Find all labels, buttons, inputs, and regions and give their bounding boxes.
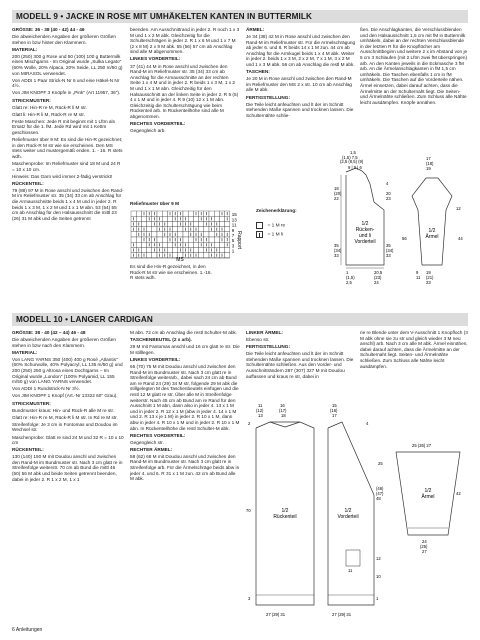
chart-cell bbox=[219, 221, 224, 226]
body-label-3: und li bbox=[359, 233, 371, 239]
chart-cell bbox=[157, 211, 162, 216]
svg-text:25: 25 bbox=[378, 461, 383, 466]
modell-9-title: MODELL 9 • JACKE IN ROSE MIT UMHÄKELTEN KANTEN IN BUTTERMILK bbox=[12, 10, 468, 23]
right-front-text: Gegengleich arb. bbox=[130, 128, 166, 134]
modell-9-column-1 bbox=[12, 27, 124, 313]
svg-text:20,5: 20,5 bbox=[374, 270, 383, 275]
chart-row-number: 11 bbox=[231, 222, 237, 228]
chart-cell bbox=[162, 237, 167, 242]
material-heading: MATERIAL: bbox=[12, 46, 38, 52]
svg-text:24: 24 bbox=[374, 280, 379, 285]
chart-cell bbox=[214, 242, 219, 247]
legend-item-knit: = 1 M re bbox=[256, 217, 316, 227]
chart-cell bbox=[178, 227, 183, 232]
svg-text:15: 15 bbox=[332, 403, 337, 408]
svg-text:9 | 9 | 6: 9 | 9 | 6 bbox=[348, 165, 362, 170]
chart-cell bbox=[147, 253, 152, 258]
chart-cell bbox=[219, 247, 224, 252]
svg-text:(46): (46) bbox=[376, 486, 384, 491]
m10-front-label-1: 1/2 bbox=[344, 508, 352, 514]
modell-10-column-2 bbox=[130, 330, 240, 620]
m10-gauge-text: Maschenprobe: Glatt re sind 24 M und 32 R = 10 x 10 cm bbox=[12, 434, 124, 446]
svg-text:24: 24 bbox=[422, 539, 427, 544]
m10-back-label-1: 1/2 bbox=[281, 508, 289, 514]
m10-pattern-heading: STRICKMUSTER: bbox=[12, 400, 51, 406]
svg-text:42: 42 bbox=[456, 491, 461, 496]
sleeve-label-2: Ärmel bbox=[425, 234, 439, 240]
chart-cell bbox=[152, 232, 157, 237]
svg-text:44: 44 bbox=[458, 236, 463, 241]
m10-back-label-2: Rückenteil bbox=[273, 514, 297, 520]
chart-cell bbox=[136, 242, 141, 247]
svg-text:10: 10 bbox=[376, 574, 381, 579]
body-label-4: Vorderteil bbox=[354, 239, 376, 245]
svg-text:(1,5) 7,5: (1,5) 7,5 bbox=[342, 155, 358, 160]
svg-text:27 (29) 31: 27 (29) 31 bbox=[332, 612, 352, 617]
material-text: 200 (250) 300 g Rose und 50 (100) 100 g Buttermilk eines Mischgarns - Im Original wurde „Sulka Legato" (60% Wolle, 20% Alpaca, 20% Seide, LL 250 m/50 g) von MIRASOL verwendet. bbox=[12, 53, 123, 76]
chart-cell bbox=[209, 211, 214, 216]
chart-cell bbox=[162, 216, 167, 221]
chart-row-number: 7 bbox=[231, 233, 235, 238]
chart-cell bbox=[188, 211, 193, 216]
chart-cell bbox=[214, 216, 219, 221]
svg-text:35: 35 bbox=[386, 243, 391, 248]
m10-material-text: Von LANG YARNS 350 (400) 400 g Rosé „Atlantis" (60% Schurwolle, 40% Polyacryl, LL 135 m/50 g) und 200 (250) 250 g Altrosa eines Dochtgarns – Im Original wurde „London" (100% Polyamid, LL 155 m/50 g) von LANG YARNS verwendet. bbox=[12, 356, 123, 385]
svg-text:(16): (16) bbox=[330, 408, 338, 413]
chart-cell bbox=[141, 221, 146, 226]
svg-text:1,5: 1,5 bbox=[350, 150, 356, 155]
chart-cell bbox=[157, 232, 162, 237]
chart-cell bbox=[204, 232, 209, 237]
chart-cell bbox=[193, 247, 198, 252]
svg-text:23: 23 bbox=[426, 280, 431, 285]
chart-cell bbox=[167, 242, 172, 247]
m10-buttons-text: Von JIM KNOPF 1 Knopf (Art.-Nr 13322 60" Grau). bbox=[12, 393, 118, 399]
m10-left-front-heading: LINKES VORDERTEIL: bbox=[130, 356, 181, 362]
svg-text:4: 4 bbox=[386, 181, 389, 186]
svg-text:(12): (12) bbox=[256, 408, 264, 413]
size-heading: GRÖSSE: 36 - 38 (40 - 42) 44 - 46 bbox=[12, 27, 85, 32]
m10-sleeve-dimensions bbox=[412, 443, 461, 554]
feste-maschen-text: Feste Maschen: Jede R mit beginnt mit 1 Lftm als Ersatz für die 1. fM. Jede Rd wird mit 1 Kettm geschlossen. bbox=[12, 118, 115, 135]
chart-cell bbox=[152, 253, 157, 258]
modell-9-column-3 bbox=[246, 27, 356, 147]
pockets-text: Je 20 M in Rose anschl und zwischen den Rand-M im Reliefmuster den MS 2 x str. 10 cm ab Anschlag alle M abk. bbox=[246, 76, 353, 93]
chart-cell bbox=[225, 221, 230, 226]
modell-9-schematic bbox=[334, 150, 474, 300]
chart-cell bbox=[183, 232, 188, 237]
svg-text:(17): (17) bbox=[279, 408, 287, 413]
m10-pocket-text: 29 M mit Fantomas anschl und 16 cm glatt re str. Die M stilllegen. bbox=[130, 344, 240, 355]
chart-cell bbox=[167, 247, 172, 252]
svg-text:2: 2 bbox=[248, 421, 251, 426]
m10-left-sleeve-heading: LINKER ÄRMEL: bbox=[246, 330, 283, 335]
svg-text:(34): (34) bbox=[386, 248, 394, 253]
m10-front-dimensions bbox=[330, 403, 384, 617]
body-label-1: 1/2 bbox=[361, 221, 369, 227]
chart-cell bbox=[199, 247, 204, 252]
chart-cell bbox=[141, 242, 146, 247]
chart-cell bbox=[131, 211, 136, 216]
chart-cell bbox=[147, 221, 152, 226]
chart-cell bbox=[141, 247, 146, 252]
svg-text:18: 18 bbox=[281, 413, 286, 418]
left-front-heading: LINKES VORDERTEIL: bbox=[130, 56, 181, 62]
sleeve-heading: ÄRMEL: bbox=[246, 27, 265, 32]
chart-cell bbox=[173, 221, 178, 226]
rapport-label: Rapport bbox=[236, 231, 242, 249]
chart-cell bbox=[141, 216, 146, 221]
chart-cell bbox=[209, 237, 214, 242]
chart-cell bbox=[131, 237, 136, 242]
chart-cell bbox=[225, 253, 230, 258]
svg-text:2,5: 2,5 bbox=[346, 280, 352, 285]
modell-10-schematic bbox=[236, 400, 472, 622]
svg-text:16: 16 bbox=[280, 403, 285, 408]
legend-item-purl: = 1 M li bbox=[256, 226, 316, 236]
glatt-re-text: Glatt re: Hin-R re M, Rück-R li M str. bbox=[12, 104, 88, 110]
m10-sleeve-schematic bbox=[396, 452, 460, 535]
right-front-heading: RECHTES VORDERTEIL: bbox=[130, 121, 186, 126]
m10-glatt-text: Glatt re: Hin-R re M, Rück-R li M str. In Rd re M str. bbox=[12, 414, 118, 420]
finishing-heading: FERTIGSTELLUNG: bbox=[246, 94, 291, 100]
m10-left-sleeve-text: Ebenso str. bbox=[246, 337, 270, 343]
pockets-heading: TASCHEN: bbox=[246, 69, 270, 75]
chart-cell bbox=[199, 227, 204, 232]
purl-symbol bbox=[256, 231, 263, 238]
svg-text:33: 33 bbox=[386, 253, 391, 258]
page-footer: 6 Anleitungen bbox=[12, 627, 43, 633]
chart-cell bbox=[152, 227, 157, 232]
m10-size-note: Die abweichenden Angaben der größeren Größen stehen in bzw nach den Klammern. bbox=[12, 337, 116, 348]
svg-text:13: 13 bbox=[258, 413, 263, 418]
chart-cell bbox=[204, 253, 209, 258]
m10-finishing-text: Die Teile leicht anfeuchten und lt der im Schnitt stehenden Maße spannen und trocknen lassen. Die Schulternähte schließen. Aus den Vorder- und Ausschnitträndern 287 (307) 327 M mit Doudou auffassen und kraus re str, dabei in bbox=[246, 351, 354, 379]
svg-text:27 (29) 31: 27 (29) 31 bbox=[266, 612, 286, 617]
svg-text:23: 23 bbox=[386, 196, 391, 201]
svg-text:1: 1 bbox=[376, 596, 379, 601]
m10-right-front-heading: RECHTES VORDERTEIL: bbox=[130, 432, 186, 438]
svg-text:(25): (25) bbox=[420, 544, 428, 549]
chart-cell bbox=[131, 232, 136, 237]
chart-cell bbox=[173, 247, 178, 252]
m10-finishing-text-cont: rie re Blende unter dem V-Ausschnitt 1 Knopfloch (3 M abk ohne sie zu str und gleich wieder 3 M neu anschl) arb. Nach 3 cm alle M abk. Ärmel einnähen, dabei darauf achten, dass die Ärmelmitte an der Schulternaht liegt. Seiten- und Ärmelnähte schließen. Zum Schluss alle Nähte leicht ausdämpfen. bbox=[360, 330, 468, 369]
svg-text:19: 19 bbox=[426, 270, 431, 275]
svg-text:27: 27 bbox=[422, 549, 427, 554]
svg-text:70: 70 bbox=[246, 508, 251, 513]
m10-back-text-cont: M abn. 72 cm ab Anschlag die restl Schulter-M abk. bbox=[130, 330, 238, 335]
sleeve-label-1: 1/2 bbox=[428, 228, 436, 234]
chart-row-number: 15 bbox=[231, 212, 237, 218]
maschenprobe-text: Maschenprobe: Im Reliefmuster sind 18 M und 24 R = 10 x 10 cm. bbox=[12, 160, 121, 172]
needles-text: Von ADDI 1 Paar Strick-N Nr 6 und eine Häkel-N Nr 4½. bbox=[12, 77, 120, 89]
chart-cell bbox=[193, 216, 198, 221]
svg-text:(47): (47) bbox=[376, 491, 384, 496]
chart-row-number: 9 bbox=[231, 227, 235, 233]
svg-text:20: 20 bbox=[386, 191, 391, 196]
chart-cell bbox=[219, 216, 224, 221]
svg-text:(1,5): (1,5) bbox=[346, 275, 355, 280]
chart-cell bbox=[136, 237, 141, 242]
svg-text:(23): (23) bbox=[374, 275, 382, 280]
svg-text:11: 11 bbox=[348, 568, 353, 573]
svg-text:12: 12 bbox=[456, 206, 461, 211]
chart-note: Es sind die Hin-R gezeichnet, in den Rück-R M str wie sie erscheinen. 1.-16. R stets wdh. bbox=[130, 264, 212, 281]
svg-text:56: 56 bbox=[402, 236, 407, 241]
chart-cell bbox=[214, 211, 219, 216]
m10-front-schematic bbox=[328, 422, 374, 605]
svg-text:25 (26) 27: 25 (26) 27 bbox=[412, 443, 432, 448]
svg-text:35: 35 bbox=[334, 243, 339, 248]
chart-cell bbox=[167, 216, 172, 221]
chart-cell bbox=[214, 237, 219, 242]
svg-text:17: 17 bbox=[332, 413, 337, 418]
m10-back-heading: RÜCKENTEIL: bbox=[12, 447, 44, 453]
chart-cell bbox=[136, 211, 141, 216]
svg-text:22: 22 bbox=[334, 196, 339, 201]
svg-text:12: 12 bbox=[376, 556, 381, 561]
svg-text:4: 4 bbox=[366, 421, 369, 426]
chart-cell bbox=[188, 237, 193, 242]
svg-text:(2,5 (8,5) (9): (2,5 (8,5) (9) bbox=[340, 159, 364, 164]
chart-cell bbox=[188, 242, 193, 247]
m10-finishing-heading: FERTIGSTELLUNG: bbox=[246, 344, 291, 350]
modell-10-column-1 bbox=[12, 330, 124, 620]
chart-cell bbox=[178, 232, 183, 237]
back-heading: RÜCKENTEIL: bbox=[12, 180, 44, 186]
chart-cell bbox=[162, 211, 167, 216]
body-schematic bbox=[341, 168, 384, 268]
chart-cell bbox=[225, 247, 230, 252]
finishing-text: Die Teile leicht anfeuchten und lt der im Schnitt stehenden Maße spannen und trocknen lassen. Die Schulternähte schlie- bbox=[246, 101, 354, 118]
chart-cell bbox=[225, 227, 230, 232]
glatt-li-text: Glatt li: Hin-R li M, Rück-R re M str. bbox=[12, 111, 85, 117]
m10-stripe-text: Streifenfolge: Je 3 cm in Fontomas und Doudou im Wechsel str. bbox=[12, 421, 118, 433]
chart-row-number: 13 bbox=[231, 217, 237, 223]
pattern-heading: STRICKMUSTER: bbox=[12, 97, 51, 103]
modell-9-column-2 bbox=[130, 27, 240, 197]
chart-cell bbox=[193, 242, 198, 247]
svg-text:18: 18 bbox=[334, 186, 339, 191]
m10-left-front-text: 65 (70) 75 M mit Doudou anschl und zwischen den Rand-M im Bundmuster str. Nach 3 cm glatt re in Streifenfolge weiterarb., dabei nach 24 cm ab Bund am re Rand 24 (29) 34 M str, folgende 29 M abk die stillgelegten M des Taschenbeutels einfügen und die restl 12 M glatt re str. Über alle M in Streifenfolge weiterstr. Nach 45 cm ab Bund am re Rand für den Ausschnitt 1 M abn, dann also in jeder 4. 13 x 1 M und in jeder 2. R 12 x 1 M (abw in jeder 4. 14 x 1 M und 2. R 13 x je 1 M) in jeder 2. R 10 x 1 M, dann abw in jeder 4. R 10 x 1 M und in jeder 2. R 10 x 1 M abn. In Rückenteilhöhe die restl Schulter-M abk. bbox=[130, 363, 240, 431]
ms-label: MS bbox=[176, 257, 184, 262]
sleeve-schematic bbox=[412, 178, 452, 265]
chart-cell bbox=[204, 227, 209, 232]
body-label-2: Rücken- bbox=[355, 227, 375, 233]
svg-text:(20): (20) bbox=[334, 191, 342, 196]
reliefmuster-chart bbox=[130, 210, 250, 262]
m10-sleeve-label-1: 1/2 bbox=[424, 488, 432, 494]
svg-text:(18): (18) bbox=[426, 161, 434, 166]
m10-bund-text: Bundmuster kraus: Hin- und Rück-R alle M re str. bbox=[12, 407, 115, 413]
chart-title: Reliefmuster über 9 M bbox=[130, 201, 179, 206]
chart-cell bbox=[199, 221, 204, 226]
chart-row-number: 1 bbox=[231, 248, 235, 254]
m10-right-front-text: Gegengleich str. bbox=[130, 439, 164, 445]
finishing-text-cont: ßen. Die Anschlagkanten, die Verschlussblenden und den Halsausschnitt 1,5 cm mit fM in Buttermilk umhäkeln, dabei an der rechten Verschlussblende in der letzten R für die Knopflöcher am Ausschnittbeginn und weitere 2 x im Abstand von je 5 cm 3 Schlaufen (mit 2 Lftm zwei fM überspringen) arb. An den Kanten jeweils in die Eckmasche 3 fM arb. An die Ärmelanschlagkanten in fM 1,5 cm umhäkeln. Die Taschen ebenfalls 1 cm in fM umhäkeln. Die Taschen auf die Vorderteile nähen. Ärmel einsetzen, dabei darauf achten, dass die Ärmelmitte an der Schulternaht liegt. Die Seiten- und Ärmelnähte schließen. Zum Schluss alle Nähte leicht ausdämpfen. Knöpfe annähen. bbox=[360, 27, 468, 105]
svg-text:19: 19 bbox=[426, 166, 431, 171]
hinweis-text: Hinweis: Das Garn wird immer 2-fädig verstrickt! bbox=[12, 173, 113, 179]
sleeve-dimensions bbox=[402, 156, 463, 285]
buttons-text: Von JIM KNOPF 3 Knöpfe in „Pink" (Art 11957, 36"). bbox=[12, 90, 121, 96]
chart-cell bbox=[147, 247, 152, 252]
modell-9-column-4 bbox=[360, 27, 468, 147]
chart-cell bbox=[136, 216, 141, 221]
chart-cell bbox=[193, 221, 198, 226]
svg-text:3: 3 bbox=[248, 596, 251, 601]
svg-text:11: 11 bbox=[416, 275, 421, 280]
chart-cell bbox=[147, 227, 152, 232]
chart-cell bbox=[162, 242, 167, 247]
m10-needles-text: Von ADDI 1 Rundstrick-N Nr 3½. bbox=[12, 386, 80, 392]
svg-text:48: 48 bbox=[376, 496, 381, 501]
chart-cell bbox=[173, 227, 178, 232]
m10-sleeve-label-2: Ärmel bbox=[421, 494, 435, 500]
m10-size-heading: GRÖSSE: 38 - 40 (42 – 44) 46 - 48 bbox=[12, 330, 86, 335]
m10-front-label-2: Vorderteil bbox=[337, 514, 359, 520]
modell-10-title: MODELL 10 • LANGER CARDIGAN bbox=[12, 313, 468, 326]
svg-text:(21): (21) bbox=[426, 275, 434, 280]
svg-text:(34): (34) bbox=[334, 248, 342, 253]
chart-cell bbox=[167, 221, 172, 226]
m10-back-schematic bbox=[256, 422, 314, 605]
svg-text:17: 17 bbox=[426, 156, 431, 161]
svg-text:33: 33 bbox=[334, 253, 339, 258]
chart-cell bbox=[209, 232, 214, 237]
chart-cell bbox=[199, 253, 204, 258]
m10-back-text: 130 (140) 150 M mit Doudou anschl und zwischen den Rand-M im Bundmuster str. Nach 3 cm glatt re in Streifenfolge weiterstr. 70 cm ab Bund die mittl 46 (50) 56 M abk und beide Seiten getrennt beenden, dabei in jeder 2. R 1 x 2 M, 1 x 1 bbox=[12, 454, 123, 482]
chart-row-number: 5 bbox=[231, 238, 235, 244]
chart-cell bbox=[157, 237, 162, 242]
sleeve-text: Je 34 (38) 42 M in Rose anschl und zwischen den Rand-M im Reliefmuster str. Für die Armelschrägung ab jeder 6. und 8. R beids 14 x 1 M zun. 44 cm ab Anschlag für die Armkugel beids 1 x 4 M abk. Weiter in jeder 2. beids 1 x 3 M, 2 x 2 M, 7 x 1 M, 3 x 2 M und 1 x 3 M abk. 56 cm ab Anschlag die restl M abk. bbox=[246, 34, 356, 68]
chart-cell bbox=[183, 211, 188, 216]
back-text-cont: beenden. Am Ausschnittrand in jeder 2. R noch 1 x 3 M und 1 x 2 M abk. Gleichzeitig für die Schulterschrägen in jeder 2. R 1 x 6 M und 1 x 7 M (2 x 8 M) 2 x 9 M abk. 55 (56) 57 cm ab Anschlag sind alle M abgenommen. bbox=[130, 27, 240, 55]
size-note: Die abweichenden Angaben der größeren Größen stehen in bzw hinter den Klammern. bbox=[12, 34, 116, 45]
reliefmuster-text: Reliefmuster über 9 M: Es sind die Hin-R gezeichnet; in den Rück-R M str wie sie erscheinen. Den MS stets weiter und mustergemäß enden. 1. - 16. R stets wdh. bbox=[12, 137, 123, 159]
m10-right-sleeve-heading: RECHTER ÄRMEL: bbox=[130, 446, 173, 452]
back-text: 79 (88) 97 M in Rose anschl und zwischen den Rand-M im Reliefmuster str. 35 (34) 33 cm ab Anschlag für die Armausschnitte beids 1 x 4 M und in jeder 2. R beids 1 x 3 M, 1 x 2 M und 1 x 1 M abn. 53 (54) 55 cm ab Anschlag für den Halsausschnitt die mittl 23 (26) 31 M abk und die Seiten getrennt bbox=[12, 187, 124, 221]
chart-cell bbox=[183, 237, 188, 242]
left-front-text: 37 (41) 44 M in Rose anschl und zwischen den Rand-M im Reliefmuster str. 35 (34) 33 cm ab Anschlag für die Armausschnitte an der rechten Seite 1 x 4 M und in jeder 2. R beids 1 x 3 M, 1 x 2 M und 1 x 1 M abn. Gleichzeitig für den Halsausschnitt an der linken Seite in jeder 2. R 5 (5) 4 x 1 M und in jeder 4. R 9 (10) 12 x 1 M abn. Gleichzeitig die Schulterschrägung wie beim Rückenteil arb. In Rückenteilhöhe sind alle M abgenommen. bbox=[130, 63, 239, 119]
pocket-outline bbox=[346, 550, 360, 566]
m10-pocket-heading: TASCHENBEUTEL (2 x arb). bbox=[130, 337, 192, 343]
m10-right-sleeve-text: 58 (62) 68 M mit Doudou anschl und zwischen den Rand-M im Bundmuster str. Nach 3 cm glatt re in Streifenfolge arb. Für die Ärmelschräge beids abw in jeder 4. und 6. R 31 x 1 M zun. 42 cm ab Bund alle M abk. bbox=[130, 453, 240, 482]
svg-text:9: 9 bbox=[416, 270, 419, 275]
chart-cell bbox=[219, 242, 224, 247]
legend-title: Zeichenerklärung: bbox=[256, 208, 297, 213]
chart-row-number: 3 bbox=[231, 243, 235, 249]
m10-material-heading: MATERIAL: bbox=[12, 349, 38, 355]
chart-cell bbox=[188, 216, 193, 221]
chart-grid bbox=[131, 211, 230, 258]
svg-text:1: 1 bbox=[346, 270, 349, 275]
svg-text:11: 11 bbox=[258, 403, 263, 408]
